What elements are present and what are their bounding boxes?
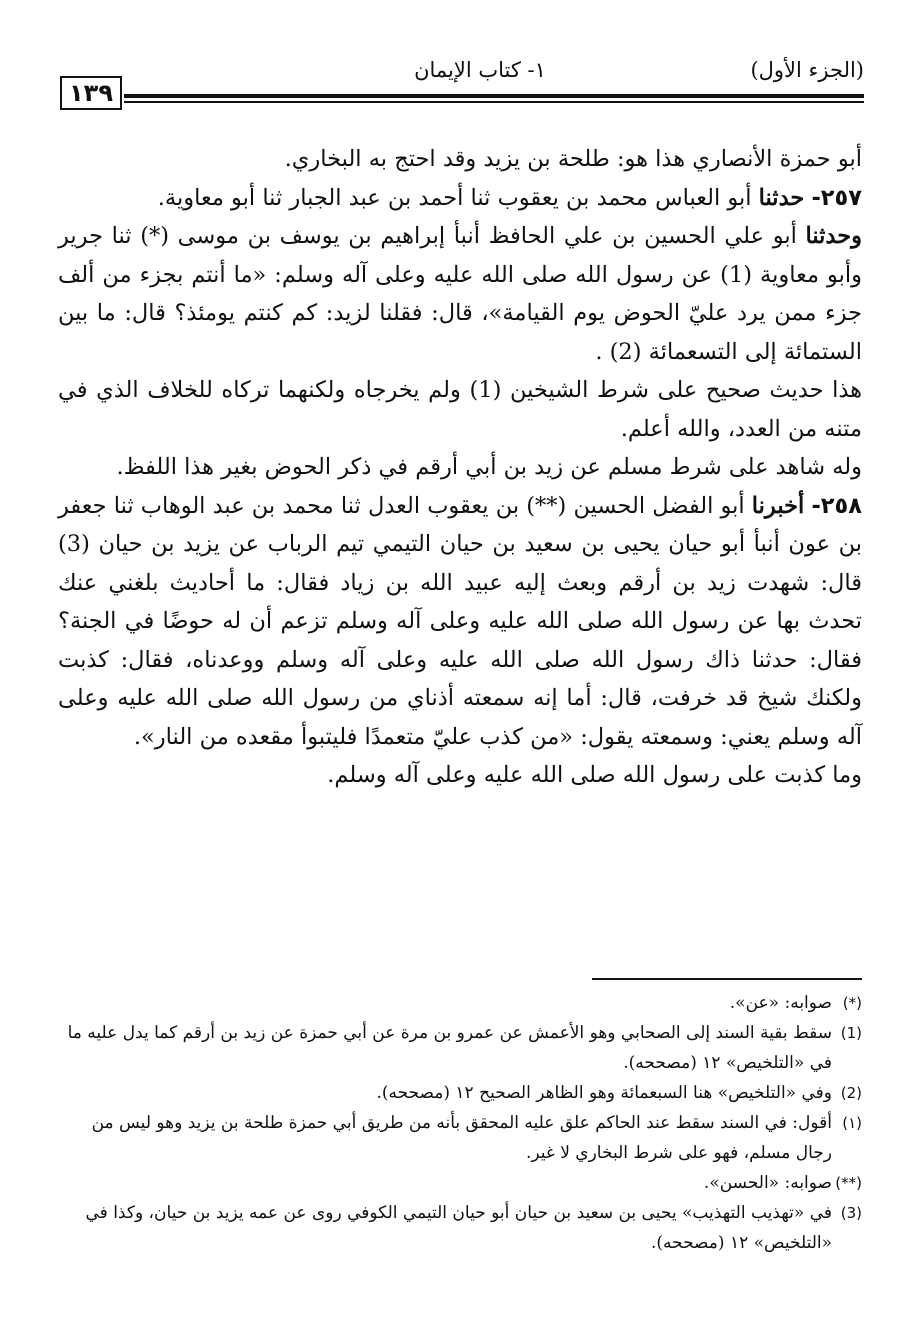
paragraph-text: وله شاهد على شرط مسلم عن زيد بن أبي أرقم في ذكر الحوض بغير هذا اللفظ.	[116, 454, 862, 480]
footnote-mark: (١)	[842, 1114, 862, 1132]
page-header	[60, 58, 864, 116]
header-rule-thick	[124, 94, 864, 98]
paragraph	[58, 371, 862, 448]
paragraph-hadith-258	[58, 487, 862, 757]
header-rule-thin	[124, 101, 864, 103]
paragraph-text: هذا حديث صحيح على شرط الشيخين (1) ولم يخرجاه ولكنهما تركاه للخلاف الذي في متنه من العدد، والله أعلم.	[58, 377, 863, 442]
footnote	[58, 1078, 862, 1108]
hadith-lead: حدثنا	[758, 184, 805, 211]
footnote	[58, 1168, 862, 1198]
footnote-text: أقول: في السند سقط عند الحاكم علق عليه المحقق بأنه من طريق أبي حمزة طلحة بن يزيد وهو ليس من رجال مسلم، فهو على شرط البخاري لا غير.	[91, 1113, 832, 1163]
footnote	[58, 1018, 862, 1078]
footnote-mark: (2)	[840, 1084, 862, 1102]
hadith-lead: أخبرنا	[751, 492, 805, 519]
footnote-text: وفي «التلخيص» هنا السبعمائة وهو الظاهر الصحيح ١٢ (مصححه).	[376, 1083, 832, 1103]
footnote-text: سقط بقية السند إلى الصحابي وهو الأعمش عن عمرو بن مرة عن أبي حمزة عن زيد بن أرقم كما يدل عليه ما في «التلخيص» ١٢ (مصححه).	[67, 1023, 832, 1073]
paragraph-text: أبو العباس محمد بن يعقوب ثنا أحمد بن عبد الجبار ثنا أبو معاوية.	[157, 184, 752, 211]
paragraph-text: أبو علي الحسين بن علي الحافظ أنبأ إبراهيم بن يوسف بن موسى (*) ثنا جرير وأبو معاوية (1) عن رسول الله صلى الله عليه وعلى آله وسلم: «ما أنتم بجزء من ألف جزء ممن يرد عليّ الحوض يوم القيامة»، قال: فقلنا لزيد: كم كنتم يومئذ؟ قال: ما بين الستمائة إلى التسعمائة (2) .	[58, 223, 862, 365]
footnote	[58, 1108, 862, 1168]
paragraph	[58, 217, 862, 371]
footnote-text: صوابه: «عن».	[729, 993, 832, 1013]
paragraph-text: أبو حمزة الأنصاري هذا هو: طلحة بن يزيد وقد احتج به البخاري.	[284, 146, 862, 172]
footnote-text: صوابه: «الحسن».	[703, 1173, 832, 1193]
paragraph	[58, 756, 862, 795]
footnote-text: في «تهذيب التهذيب» يحيى بن سعيد بن حيان أبو حيان التيمي الكوفي روى عن عمه يزيد بن حيان، وكذا في «التلخيص» ١٢ (مصححه).	[85, 1203, 832, 1253]
footnote	[58, 988, 862, 1018]
footnote-mark: (**)	[835, 1174, 862, 1192]
footnotes	[58, 988, 862, 1258]
footnote-mark: (*)	[842, 994, 862, 1012]
footnote	[58, 1198, 862, 1258]
hadith-lead: وحدثنا	[805, 223, 862, 249]
paragraph	[58, 448, 862, 487]
page-number: ١٣٩	[60, 76, 122, 110]
chapter-title: ١- كتاب الإيمان	[414, 58, 546, 82]
footnote-separator	[592, 978, 862, 980]
main-text	[58, 140, 862, 795]
footnote-mark: (1)	[840, 1024, 862, 1042]
paragraph-text: أبو الفضل الحسين (**) بن يعقوب العدل ثنا محمد بن عبد الوهاب ثنا جعفر بن عون أنبأ أبو حيان يحيى بن سعيد بن حيان التيمي تيم الرباب عن يزيد بن حيان (3) قال: شهدت زيد بن أرقم وبعث إليه عبيد الله بن زياد فقال: ما أحاديث بلغني عنك تحدث بها عن رسول الله صلى الله عليه وعلى آله وسلم تزعم أن له حوضًا في الجنة؟ فقال: حدثنا ذاك رسول الله صلى الله عليه وعلى آله وسلم ووعدناه، فقال: كذبت ولكنك شيخ قد خرفت، قال: أما إنه سمعته أذناي من رسول الله صلى الله عليه وعلى آله وسلم يعني: وسمعته يقول: «من كذب عليّ متعمدًا فليتبوأ مقعده من النار».	[58, 492, 862, 750]
paragraph-text: وما كذبت على رسول الله صلى الله عليه وعلى آله وسلم.	[327, 762, 862, 788]
hadith-number: ٢٥٧-	[811, 184, 862, 211]
hadith-number: ٢٥٨-	[811, 492, 862, 519]
paragraph	[58, 140, 862, 179]
footnote-mark: (3)	[840, 1204, 862, 1222]
paragraph-hadith-257	[58, 179, 862, 218]
volume-title: (الجزء الأول)	[750, 58, 864, 82]
